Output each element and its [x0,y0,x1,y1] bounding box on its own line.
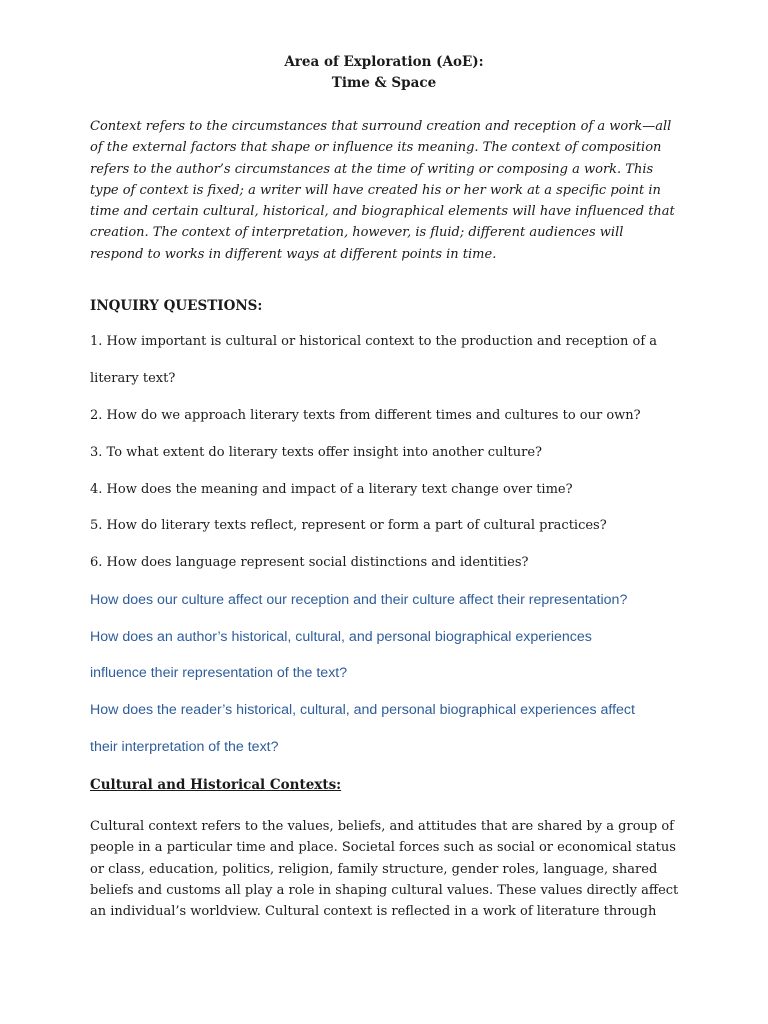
extra-question-2-line-2: influence their representation of the text? [90,665,348,681]
extra-question-3-line-1: How does the reader’s historical, cultural, and personal biographical experiences affect [90,702,635,718]
inquiry-heading: INQUIRY QUESTIONS: [90,298,263,314]
inquiry-question-1-line-2: literary text? [90,371,176,386]
intro-paragraph: Context refers to the circumstances that surround creation and reception of a work—all of the external factors that shape or influence its meaning. The context of composition refers to the author’s circumstances at the time of writing or composing a work. This type of context is fixed; a writer will have created his or her work at a specific point in time and certain cultural, historical, and biographical elements will have influenced that creation. The context of interpretation, however, is fluid; different audiences will respond to works in different ways at different points in time. [90,119,675,262]
inquiry-question-2: 2. How do we approach literary texts from different times and cultures to our own? [90,408,641,423]
inquiry-question-1-line-1: 1. How important is cultural or historical context to the production and reception of a [90,334,658,349]
extra-question-2-line-1: How does an author’s historical, cultural, and personal biographical experiences [90,629,592,645]
extra-question-3-line-2: their interpretation of the text? [90,739,279,755]
cultural-contexts-heading: Cultural and Historical Contexts: [90,777,342,793]
inquiry-question-3: 3. To what extent do literary texts offer insight into another culture? [90,445,542,460]
document-subtitle: Time & Space [331,75,437,91]
cultural-contexts-paragraph: Cultural context refers to the values, beliefs, and attitudes that are shared by a group of people in a particular time and place. Societal forces such as social or economical status or class, education, politics, religion, family structure, gender roles, language, shared beliefs and customs all play a role in shaping cultural values. These values directly affect an individual’s worldview. Cultural context is reflected in a work of literature through [90,819,679,920]
inquiry-question-6: 6. How does language represent social distinctions and identities? [90,555,529,570]
inquiry-question-4: 4. How does the meaning and impact of a literary text change over time? [90,482,573,497]
extra-question-1: How does our culture affect our reception and their culture affect their representation? [90,592,628,608]
document-title: Area of Exploration (AoE): [284,54,484,70]
inquiry-question-5: 5. How do literary texts reflect, represent or form a part of cultural practices? [90,518,607,533]
